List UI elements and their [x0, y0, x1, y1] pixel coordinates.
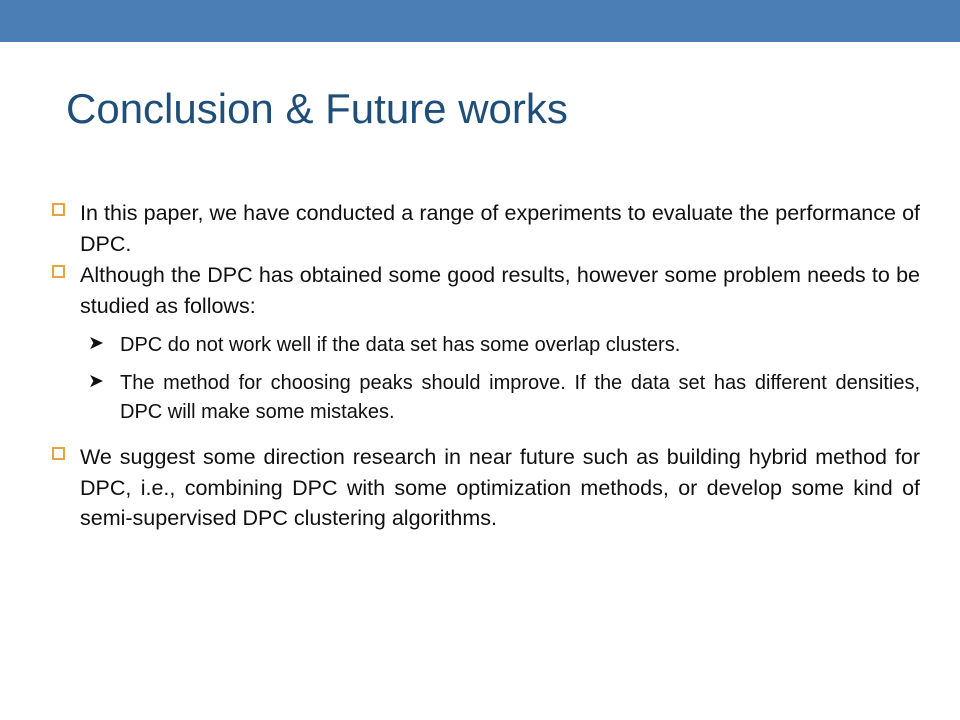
slide-body: [48, 198, 920, 535]
list-item-text: Although the DPC has obtained some good results, however some problem needs to be studied as follows:: [80, 263, 920, 318]
list-item: [48, 260, 920, 321]
square-bullet-icon: [52, 265, 65, 278]
list-item-text: In this paper, we have conducted a range of experiments to evaluate the performance of DPC.: [80, 201, 920, 256]
square-bullet-icon: [52, 447, 65, 460]
arrow-bullet-icon: ➤: [88, 333, 104, 355]
square-bullet-icon: [52, 203, 65, 216]
list-item-text: DPC do not work well if the data set has some overlap clusters.: [120, 334, 681, 357]
list-item-text: We suggest some direction research in near future such as building hybrid method for DPC, i.e., combining DPC with some optimization methods, or develop some kind of semi-supervised DPC clustering algorithms.: [80, 445, 920, 531]
slide-top-accent-band: [0, 0, 960, 42]
arrow-bullet-icon: ➤: [88, 371, 104, 393]
page-title: Conclusion & Future works: [66, 85, 568, 132]
list-item: [48, 442, 920, 534]
list-item: [48, 331, 920, 359]
list-item-text: The method for choosing peaks should improve. If the data set has different densities, DPC will make some mistakes.: [120, 372, 920, 423]
list-item: [48, 369, 920, 426]
list-item: [48, 198, 920, 259]
